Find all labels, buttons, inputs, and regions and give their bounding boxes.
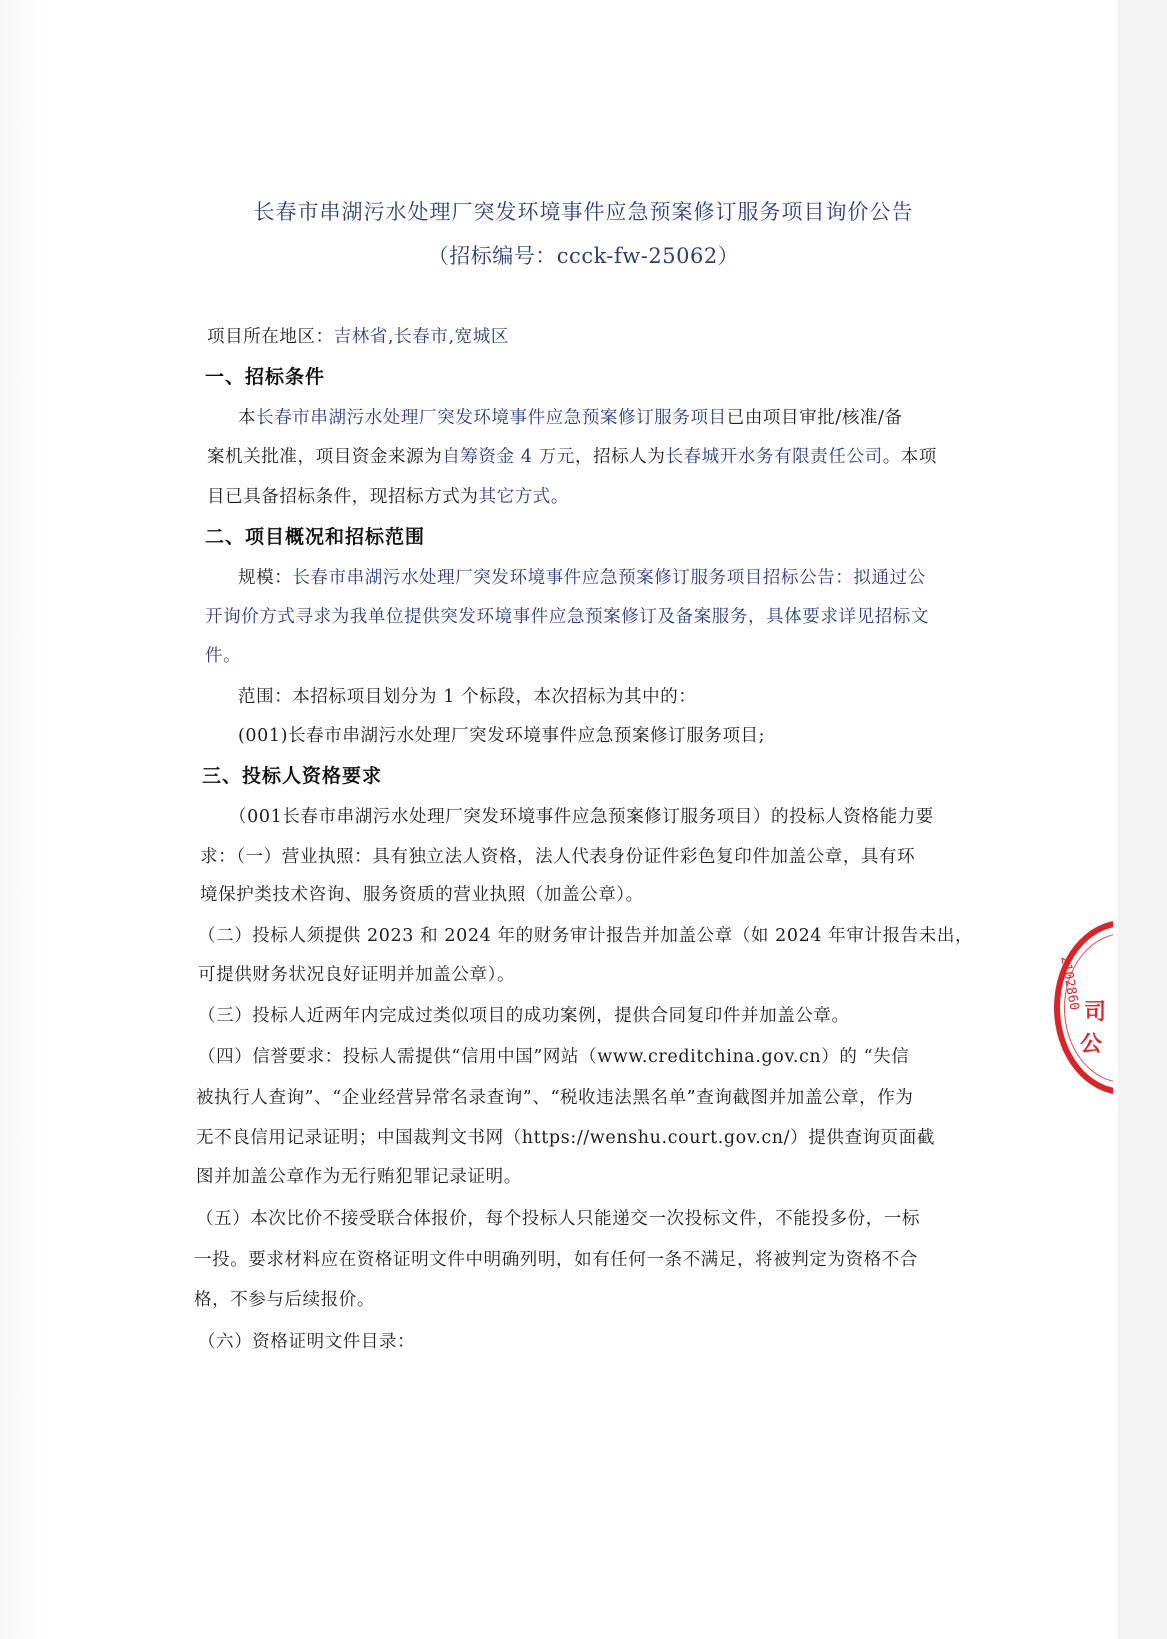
- section3-p5-line3: 格，不参与后续报价。: [194, 1290, 375, 1310]
- seal-char-2: 公: [1080, 1032, 1103, 1057]
- project-name-highlight: 长春市串湖污水处理厂突发环境事件应急预案修订服务项目: [256, 408, 727, 428]
- scale-text: 件。: [205, 646, 242, 666]
- document-title: 长春市串湖污水处理厂突发环境事件应急预案修订服务项目询价公告: [253, 200, 914, 224]
- section3-p4-line4: 图并加盖公章作为无行贿犯罪记录证明。: [196, 1167, 522, 1187]
- tender-code: （招标编号：ccck-fw-25062）: [427, 244, 740, 268]
- seal-char-1: 司: [1084, 1000, 1107, 1025]
- tender-method-highlight: 其它方式: [478, 487, 551, 507]
- company-seal-stamp: [1040, 915, 1113, 1100]
- text-span: 案机关批准，项目资金来源为: [207, 447, 443, 467]
- text-span: 已由项目审批/核准/备: [726, 408, 903, 428]
- section3-p4-line1: （四）信誉要求：投标人需提供“信用中国”网站（www.creditchina.gov.cn）的 “失信: [198, 1047, 910, 1067]
- tenderer-highlight: 长春城开水务有限责任公司: [665, 447, 883, 467]
- section-heading-3: 三、投标人资格要求: [202, 765, 383, 787]
- fund-source-highlight: 自筹资金 4 万元: [442, 447, 575, 467]
- section3-p5-line1: （五）本次比价不接受联合体报价，每个投标人只能递交一次投标文件，不能投多份，一标: [196, 1209, 920, 1229]
- section3-p3: （三）投标人近两年内完成过类似项目的成功案例，提供合同复印件并加盖公章。: [198, 1006, 850, 1026]
- text-span: 。本项: [882, 447, 937, 467]
- section3-p2-line1: （二）投标人须提供 2023 和 2024 年的财务审计报告并加盖公章（如 2024 年审计报告未出，: [198, 926, 974, 946]
- section-heading-2: 二、项目概况和招标范围: [205, 526, 426, 548]
- section-heading-1: 一、招标条件: [205, 366, 326, 388]
- section1-line3: [207, 483, 569, 508]
- seal-number: 2102860: [1057, 955, 1082, 1012]
- section3-p1-line1: （001长春市串湖污水处理厂突发环境事件应急预案修订服务项目）的投标人资格能力要: [229, 807, 934, 827]
- text-span: 。: [550, 487, 570, 507]
- project-location: [207, 323, 509, 348]
- section3-p4-line2: 被执行人查询”、“企业经营异常名录查询”、“税收违法黑名单”查询截图并加盖公章，作为: [196, 1088, 914, 1108]
- section3-p5-line2: 一投。要求材料应在资格证明文件中明确列明，如有任何一条不满足，将被判定为资格不合: [194, 1250, 918, 1270]
- section2-range: 范围：本招标项目划分为 1 个标段，本次招标为其中的：: [238, 687, 697, 707]
- scale-text: 长春市串湖污水处理厂突发环境事件应急预案修订服务项目招标公告：拟通过公: [292, 568, 926, 588]
- section2-scale-line2: [205, 603, 929, 628]
- section1-line2: [207, 443, 937, 468]
- text-span: 目已具备招标条件，现招标方式为: [207, 487, 479, 507]
- section3-p6: （六）资格证明文件目录：: [198, 1332, 416, 1352]
- section3-p4-line3: 无不良信用记录证明；中国裁判文书网（https://wenshu.court.gov.cn/）提供查询页面截: [196, 1128, 935, 1148]
- location-label: 项目所在地区：: [207, 327, 334, 347]
- text-span: ，招标人为: [574, 447, 666, 467]
- section1-line1: [238, 404, 903, 429]
- section3-p2-line2: 可提供财务状况良好证明并加盖公章）。: [198, 965, 516, 985]
- section2-scale-line3: [205, 642, 241, 667]
- section2-scale-line1: [238, 564, 926, 589]
- text-span: 本: [238, 408, 257, 428]
- section3-p1-line2: 求：（一）营业执照：具有独立法人资格，法人代表身份证件彩色复印件加盖公章，具有环: [200, 847, 916, 867]
- section2-lot: (001)长春市串湖污水处理厂突发环境事件应急预案修订服务项目;: [238, 726, 766, 746]
- scale-text: 开询价方式寻求为我单位提供突发环境事件应急预案修订及备案服务，具体要求详见招标文: [205, 607, 929, 627]
- location-value: 吉林省,长春市,宽城区: [333, 327, 509, 347]
- scale-label: 规模：: [238, 568, 293, 588]
- section3-p1-line3: 境保护类技术咨询、服务资质的营业执照（加盖公章）。: [200, 885, 644, 905]
